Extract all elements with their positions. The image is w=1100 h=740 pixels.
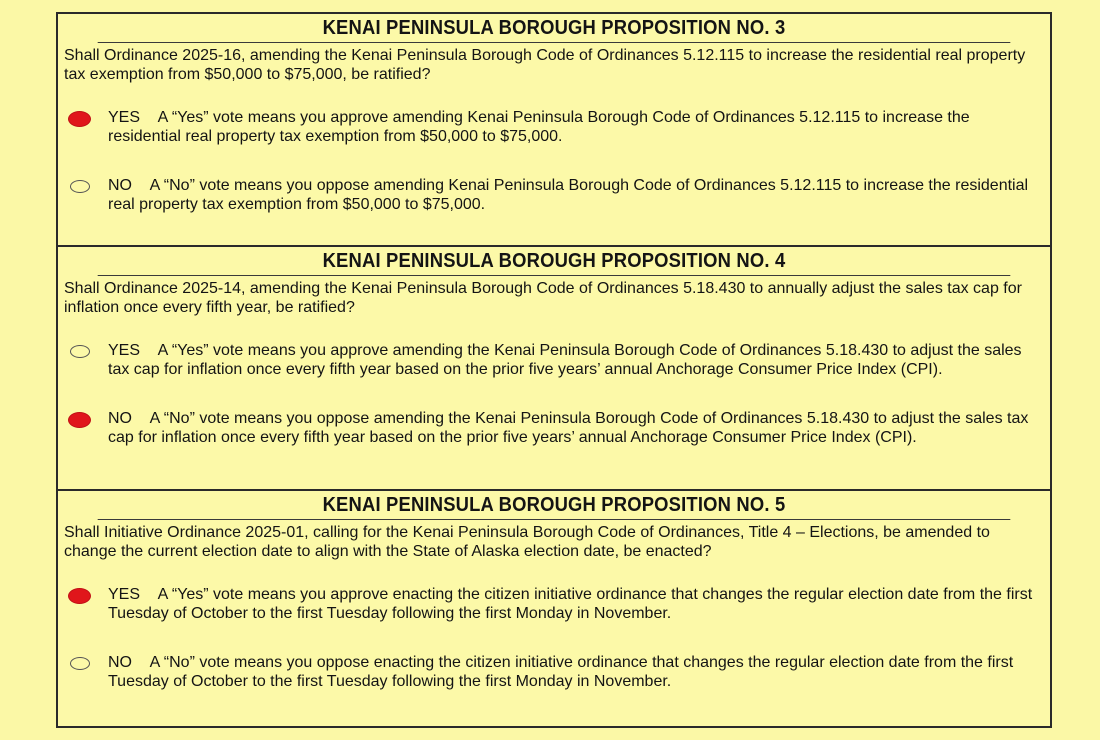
yes-option[interactable] <box>108 108 1042 146</box>
choice-explanation: A “No” vote means you oppose amending the Kenai Peninsula Borough Code of Ordinances 5.18.430 to adjust the sales tax cap for inflation once every fifth year based on the prior five years’ annual Anchorage Consumer Price Index (CPI). <box>108 410 1029 446</box>
proposition-4 <box>58 245 1050 489</box>
proposition-question: Shall Ordinance 2025-16, amending the Kenai Peninsula Borough Code of Ordinances 5.12.115 to increase the residential real property tax exemption from $50,000 to $75,000, be ratified? <box>64 47 1026 83</box>
yes-option[interactable] <box>108 341 1042 379</box>
yes-option[interactable] <box>108 585 1042 623</box>
proposition-3 <box>58 14 1050 245</box>
vote-oval-icon[interactable] <box>70 657 90 670</box>
proposition-5 <box>58 489 1050 728</box>
choice-label: YES <box>108 342 141 359</box>
choice-explanation: A “Yes” vote means you approve amending the Kenai Peninsula Borough Code of Ordinances 5.18.430 to adjust the sales tax cap for inflation once every fifth year based on the prior five years’ annual Anchorage Consumer Price Index (CPI). <box>108 342 1022 378</box>
proposition-title: KENAI PENINSULA BOROUGH PROPOSITION NO. 3 <box>98 14 1011 43</box>
vote-oval-icon[interactable] <box>68 111 91 127</box>
choice-label: NO <box>108 177 132 194</box>
proposition-title: KENAI PENINSULA BOROUGH PROPOSITION NO. 4 <box>98 247 1011 276</box>
choice-label: YES <box>108 109 141 126</box>
no-option[interactable] <box>108 409 1042 447</box>
no-option[interactable] <box>108 176 1042 214</box>
choice-label: NO <box>108 410 132 427</box>
proposition-title: KENAI PENINSULA BOROUGH PROPOSITION NO. 5 <box>98 491 1011 520</box>
choice-label: YES <box>108 586 141 603</box>
proposition-question: Shall Ordinance 2025-14, amending the Kenai Peninsula Borough Code of Ordinances 5.18.430 to annually adjust the sales tax cap for inflation once every fifth year, be ratified? <box>64 280 1022 316</box>
choice-explanation: A “No” vote means you oppose enacting the citizen initiative ordinance that changes the regular election date from the first Tuesday of October to the first Tuesday following the first Monday in November. <box>108 654 1014 690</box>
no-option[interactable] <box>108 653 1042 691</box>
ballot-page <box>56 12 1052 728</box>
vote-oval-icon[interactable] <box>68 412 91 428</box>
proposition-question: Shall Initiative Ordinance 2025-01, calling for the Kenai Peninsula Borough Code of Ordinances, Title 4 – Elections, be amended to change the current election date to align with the State of Alaska election date, be enacted? <box>64 524 990 560</box>
choice-label: NO <box>108 654 132 671</box>
choice-explanation: A “No” vote means you oppose amending Kenai Peninsula Borough Code of Ordinances 5.12.115 to increase the residential real property tax exemption from $50,000 to $75,000. <box>108 177 1029 213</box>
choice-explanation: A “Yes” vote means you approve amending Kenai Peninsula Borough Code of Ordinances 5.12.115 to increase the residential real property tax exemption from $50,000 to $75,000. <box>108 109 970 145</box>
choice-explanation: A “Yes” vote means you approve enacting the citizen initiative ordinance that changes the regular election date from the first Tuesday of October to the first Tuesday following the first Monday in November. <box>108 586 1033 622</box>
vote-oval-icon[interactable] <box>70 345 90 358</box>
vote-oval-icon[interactable] <box>68 588 91 604</box>
vote-oval-icon[interactable] <box>70 180 90 193</box>
